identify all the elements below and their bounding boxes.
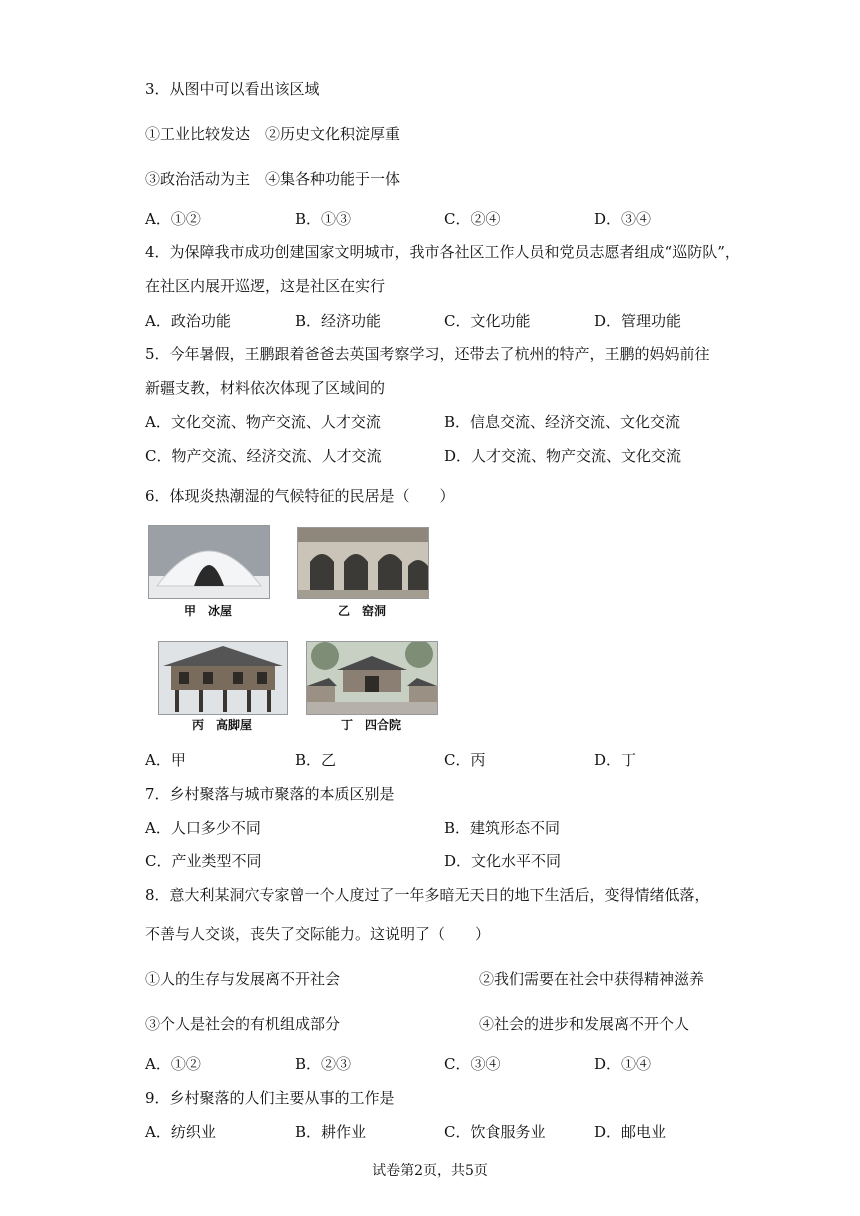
q7-option-d: D．文化水平不同 bbox=[444, 852, 562, 870]
q4-option-c: C．文化功能 bbox=[444, 312, 531, 330]
q5-stem-line-1: 5．今年暑假，王鹏跟着爸爸去英国考察学习，还带去了杭州的特产，王鹏的妈妈前往 bbox=[145, 345, 710, 363]
q8-stem-line-2: 不善与人交谈，丧失了交际能力。这说明了（ ） bbox=[145, 925, 491, 943]
q9-option-d: D．邮电业 bbox=[594, 1123, 667, 1141]
q4-option-b: B．经济功能 bbox=[295, 312, 382, 330]
q5-option-a: A．文化交流、物产交流、人才交流 bbox=[145, 413, 381, 431]
q9-option-a: A．纺织业 bbox=[145, 1123, 216, 1141]
q3-option-b: B．①③ bbox=[295, 210, 352, 228]
q8-statement-1: ①人的生存与发展离不开社会 bbox=[145, 970, 341, 988]
q5-option-b: B．信息交流、经济交流、文化交流 bbox=[444, 413, 681, 431]
q6-stem: 6．体现炎热潮湿的气候特征的民居是（ ） bbox=[145, 487, 455, 505]
q4-option-d: D．管理功能 bbox=[594, 312, 682, 330]
q6-option-c: C．丙 bbox=[444, 751, 486, 769]
q3-stem: 3．从图中可以看出该区域 bbox=[145, 80, 320, 98]
q9-option-c: C．饮食服务业 bbox=[444, 1123, 546, 1141]
q7-stem: 7．乡村聚落与城市聚落的本质区别是 bbox=[145, 785, 395, 803]
q8-statement-2: ②我们需要在社会中获得精神滋养 bbox=[479, 970, 705, 988]
q6-option-a: A．甲 bbox=[145, 751, 186, 769]
q7-option-b: B．建筑形态不同 bbox=[444, 819, 561, 837]
q4-stem-line-2: 在社区内展开巡逻，这是社区在实行 bbox=[145, 277, 386, 295]
q8-option-b: B．②③ bbox=[295, 1055, 352, 1073]
q3-statement-2: ③政治活动为主 ④集各种功能于一体 bbox=[145, 170, 401, 188]
q5-option-c: C．物产交流、经济交流、人才交流 bbox=[145, 447, 382, 465]
q8-stem-line-1: 8．意大利某洞穴专家曾一个人度过了一年多暗无天日的地下生活后，变得情绪低落， bbox=[145, 886, 710, 904]
q9-stem: 9．乡村聚落的人们主要从事的工作是 bbox=[145, 1089, 395, 1107]
q9-option-b: B．耕作业 bbox=[295, 1123, 367, 1141]
q3-option-d: D．③④ bbox=[594, 210, 652, 228]
q5-option-d: D．人才交流、物产交流、文化交流 bbox=[444, 447, 682, 465]
courtyard-house-photo bbox=[306, 641, 438, 715]
q7-option-a: A．人口多少不同 bbox=[145, 819, 261, 837]
q8-option-d: D．①④ bbox=[594, 1055, 652, 1073]
cave-dwelling-photo bbox=[297, 527, 429, 599]
caption-courtyard-house: 丁 四合院 bbox=[340, 718, 401, 732]
q3-option-c: C．②④ bbox=[444, 210, 501, 228]
stilt-house-photo bbox=[158, 641, 288, 715]
q8-option-a: A．①② bbox=[145, 1055, 201, 1073]
page-footer: 试卷第2页，共5页 bbox=[372, 1163, 488, 1179]
q3-option-a: A．①② bbox=[145, 210, 201, 228]
q4-option-a: A．政治功能 bbox=[145, 312, 231, 330]
q8-statement-4: ④社会的进步和发展离不开个人 bbox=[479, 1015, 690, 1033]
q8-statement-3: ③个人是社会的有机组成部分 bbox=[145, 1015, 341, 1033]
q5-stem-line-2: 新疆支教，材料依次体现了区域间的 bbox=[145, 379, 386, 397]
caption-igloo: 甲 冰屋 bbox=[183, 604, 232, 618]
q8-option-c: C．③④ bbox=[444, 1055, 501, 1073]
q7-option-c: C．产业类型不同 bbox=[145, 852, 262, 870]
q4-stem-line-1: 4．为保障我市成功创建国家文明城市，我市各社区工作人员和党员志愿者组成“巡防队”， bbox=[145, 243, 740, 261]
q6-option-b: B．乙 bbox=[295, 751, 337, 769]
q6-option-d: D．丁 bbox=[594, 751, 637, 769]
q3-statement-1: ①工业比较发达 ②历史文化积淀厚重 bbox=[145, 125, 401, 143]
igloo-photo bbox=[148, 525, 270, 599]
caption-cave-dwelling: 乙 窑洞 bbox=[337, 604, 386, 618]
caption-stilt-house: 丙 高脚屋 bbox=[191, 718, 252, 732]
